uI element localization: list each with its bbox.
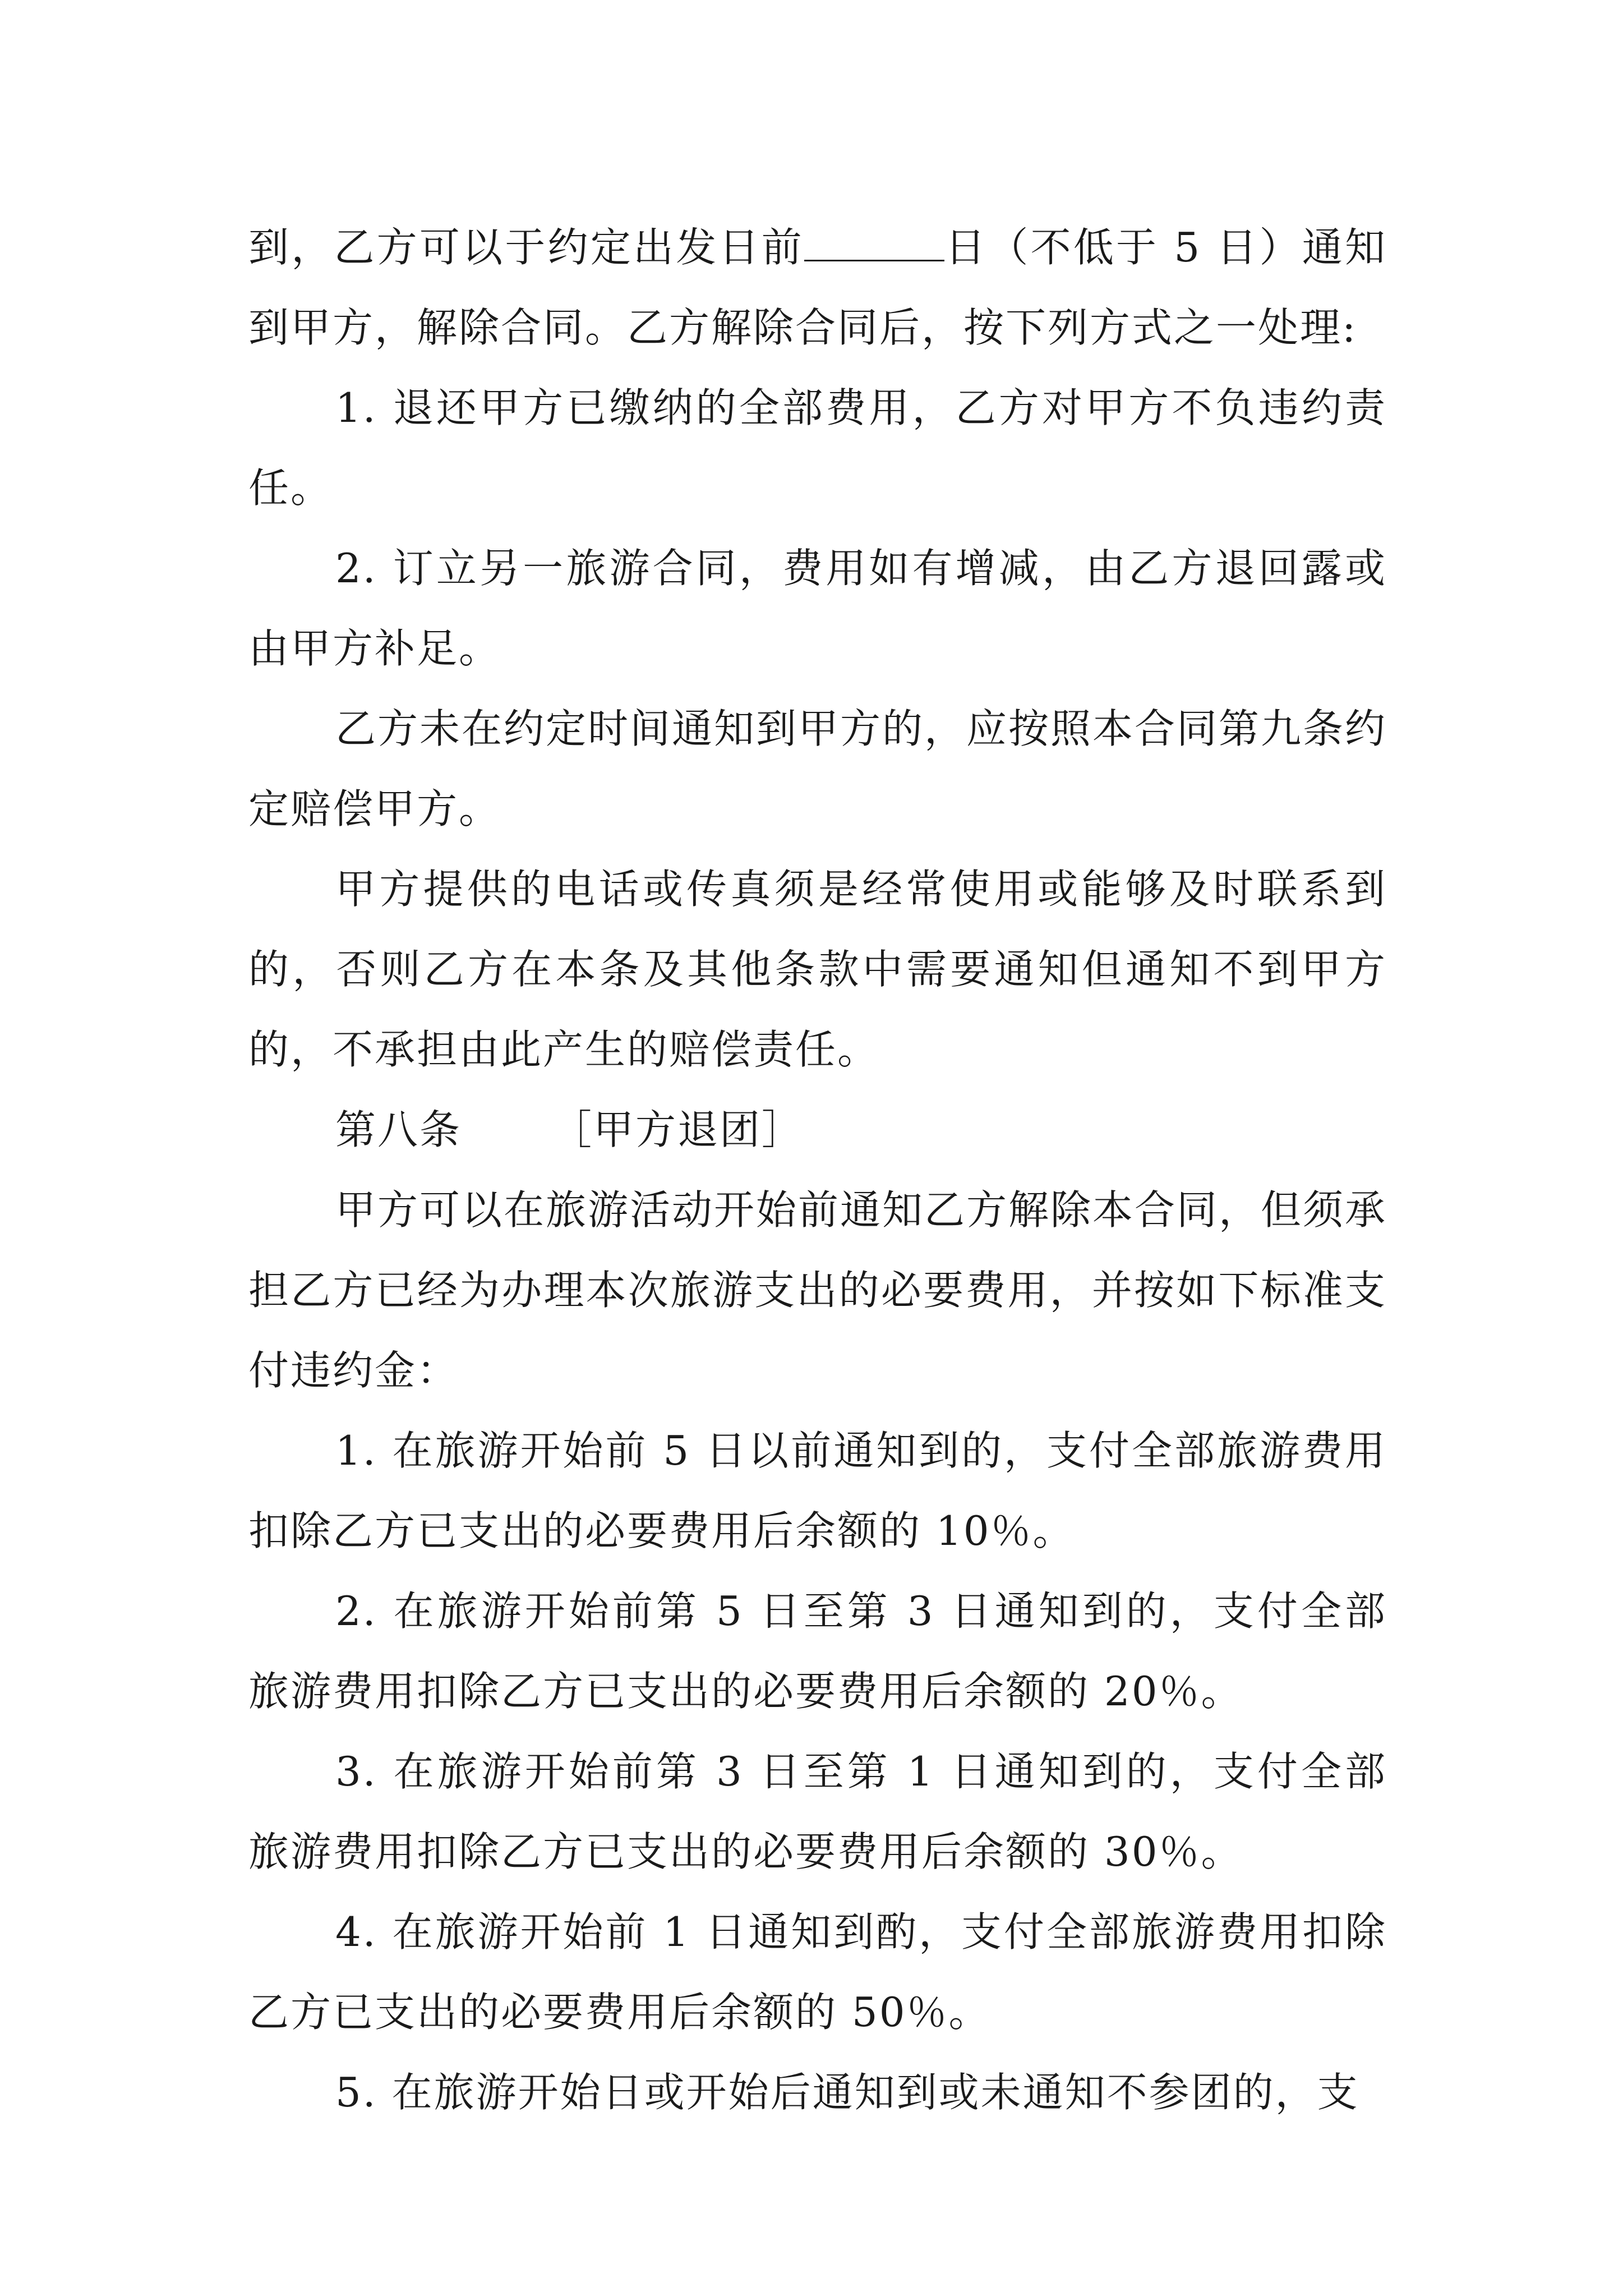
paragraph-penalty-1: 1. 在旅游开始前 5 日以前通知到的，支付全部旅游费用扣除乙方已支出的必要费用后余额的 10％。 bbox=[248, 1427, 1387, 1554]
paragraph-late-notice: 乙方未在约定时间通知到甲方的，应按照本合同第九条约定赔偿甲方。 bbox=[248, 705, 1387, 832]
paragraph-notice-deadline bbox=[248, 208, 1387, 368]
fill-in-blank bbox=[804, 226, 944, 261]
paragraph-option-2: 2. 订立另一旅游合同，费用如有增减，由乙方退回露或由甲方补足。 bbox=[248, 545, 1387, 672]
paragraph-text-part: 日（不低于 5 日）通知到甲方，解除合同。乙方解除合同后，按下列方式之一处理: bbox=[248, 224, 1387, 351]
paragraph-contact-requirement: 甲方提供的电话或传真须是经常使用或能够及时联系到的，否则乙方在本条及其他条款中需要通知但通知不到甲方的，不承担由此产生的赔偿责任。 bbox=[248, 866, 1387, 1073]
article-title: ［甲方退团］ bbox=[551, 1106, 804, 1153]
paragraph-option-1: 1. 退还甲方已缴纳的全部费用，乙方对甲方不负违约责任。 bbox=[248, 384, 1387, 512]
article-heading bbox=[248, 1090, 1387, 1170]
paragraph-penalty-5: 5. 在旅游开始日或开始后通知到或未通知不参团的，支 bbox=[335, 2069, 1359, 2116]
paragraph-withdrawal-terms: 甲方可以在旅游活动开始前通知乙方解除本合同，但须承担乙方已经为办理本次旅游支出的必要费用，并按如下标准支付违约金： bbox=[248, 1186, 1387, 1394]
paragraph-penalty-2: 2. 在旅游开始前第 5 日至第 3 日通知到的，支付全部旅游费用扣除乙方已支出的必要费用后余额的 20％。 bbox=[248, 1588, 1387, 1715]
paragraph-text-part: 到，乙方可以于约定出发日前 bbox=[248, 224, 804, 271]
paragraph-penalty-3: 3. 在旅游开始前第 3 日至第 1 日通知到的，支付全部旅游费用扣除乙方已支出的必要费用后余额的 30％。 bbox=[248, 1748, 1387, 1875]
article-number: 第八条 bbox=[335, 1106, 462, 1153]
contract-text bbox=[248, 208, 1387, 2133]
paragraph-penalty-4: 4. 在旅游开始前 1 日通知到酌，支付全部旅游费用扣除乙方已支出的必要费用后余额的 50％。 bbox=[248, 1908, 1387, 2036]
